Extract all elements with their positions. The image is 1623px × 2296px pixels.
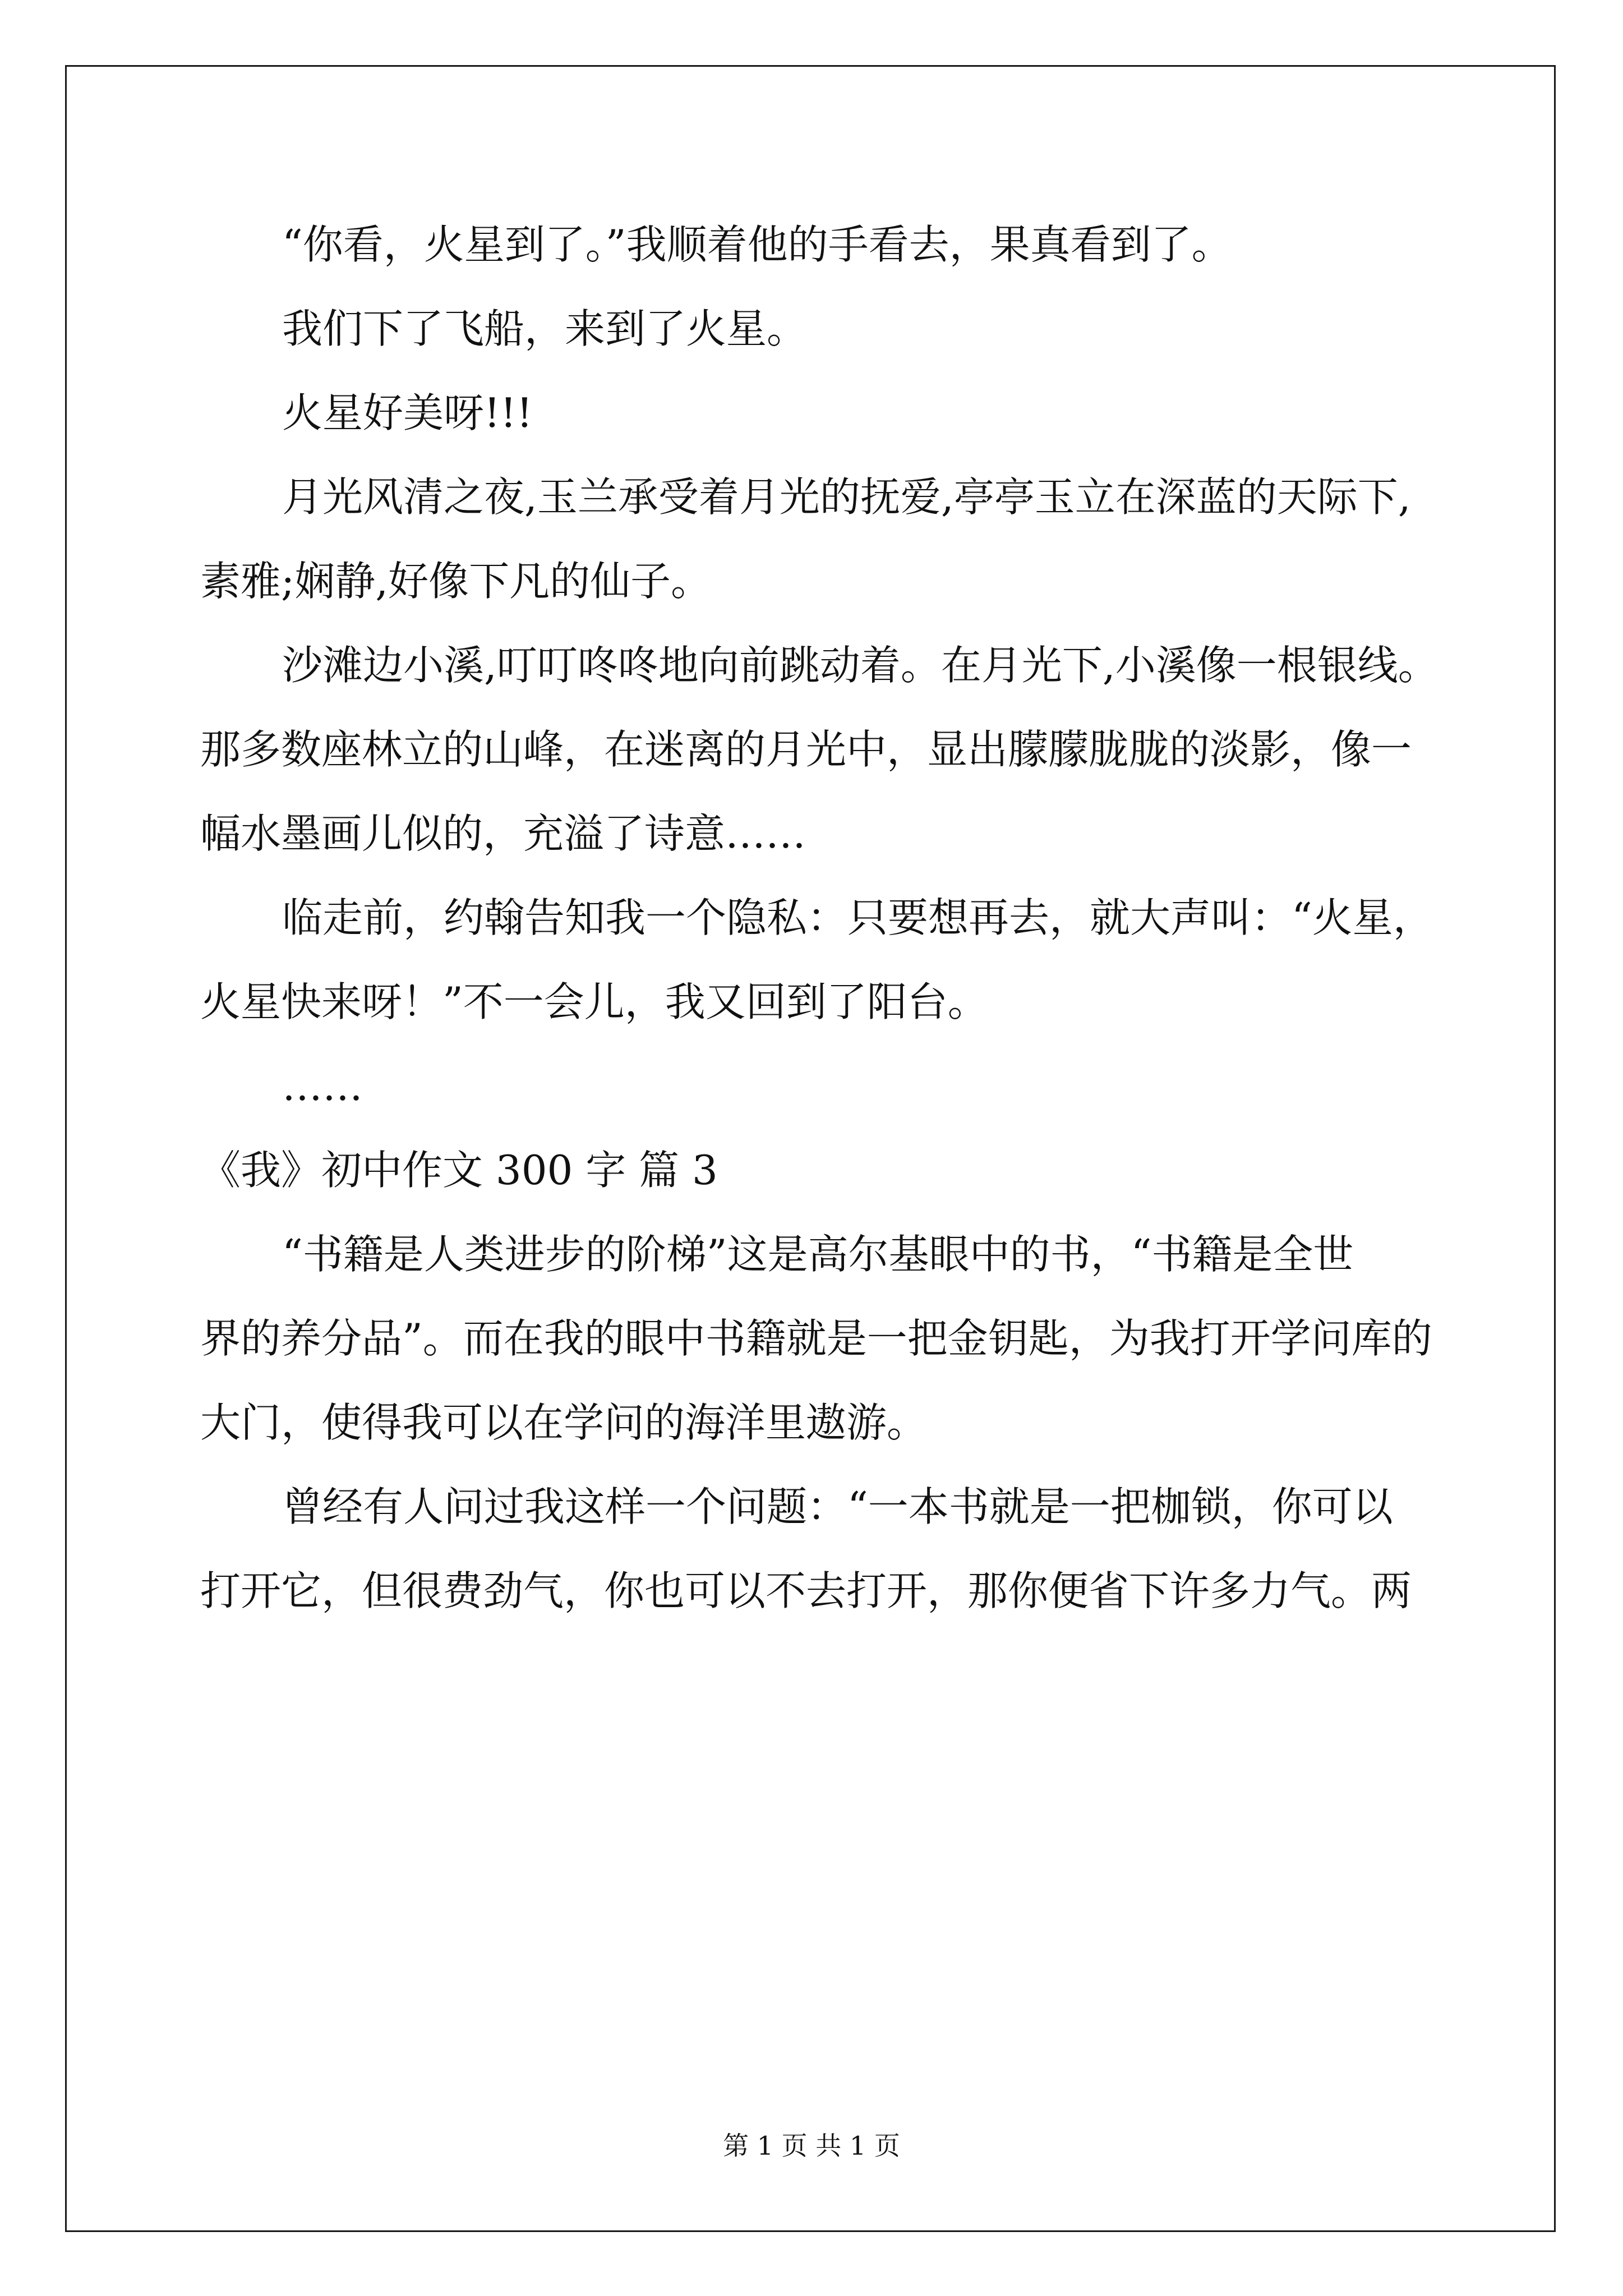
paragraph-line: 我们下了飞船，来到了火星。	[282, 305, 808, 352]
paragraph-line: 火星好美呀!!!	[282, 389, 533, 436]
paragraph-line: 界的养分品”。而在我的眼中书籍就是一把金钥匙，为我打开学问库的	[200, 1315, 1432, 1362]
paragraph-line: ……	[282, 1062, 363, 1110]
paragraph-line: 幅水墨画儿似的，充溢了诗意……	[200, 810, 806, 857]
paragraph-line: 曾经有人问过我这样一个问题：“一本书就是一把枷锁，你可以	[282, 1483, 1393, 1530]
paragraph-line: “你看，火星到了。”我顺着他的手看去，果真看到了。	[282, 221, 1232, 268]
paragraph-line: 那多数座林立的山峰，在迷离的月光中，显出朦朦胧胧的淡影，像一	[200, 726, 1412, 773]
paragraph-line: 沙滩边小溪,叮叮咚咚地向前跳动着。在月光下,小溪像一根银线。	[282, 642, 1438, 689]
paragraph-line: 月光风清之夜,玉兰承受着月光的抚爱,亭亭玉立在深蓝的天际下,	[282, 473, 1411, 521]
paragraph-line: 火星快来呀！”不一会儿，我又回到了阳台。	[200, 978, 988, 1025]
paragraph-line: 打开它，但很费劲气，你也可以不去打开，那你便省下许多力气。两	[200, 1567, 1412, 1614]
paragraph-line: “书籍是人类进步的阶梯”这是高尔基眼中的书，“书籍是全世	[282, 1231, 1354, 1278]
section-heading: 《我》初中作文 300 字 篇 3	[200, 1147, 718, 1194]
paragraph-line: 临走前，约翰告知我一个隐私：只要想再去，就大声叫：“火星，	[282, 894, 1433, 941]
page-number-footer: 第 1 页 共 1 页	[723, 2131, 900, 2161]
paragraph-line: 大门，使得我可以在学问的海洋里遨游。	[200, 1399, 928, 1446]
paragraph-line: 素雅;娴静,好像下凡的仙子。	[200, 558, 712, 605]
